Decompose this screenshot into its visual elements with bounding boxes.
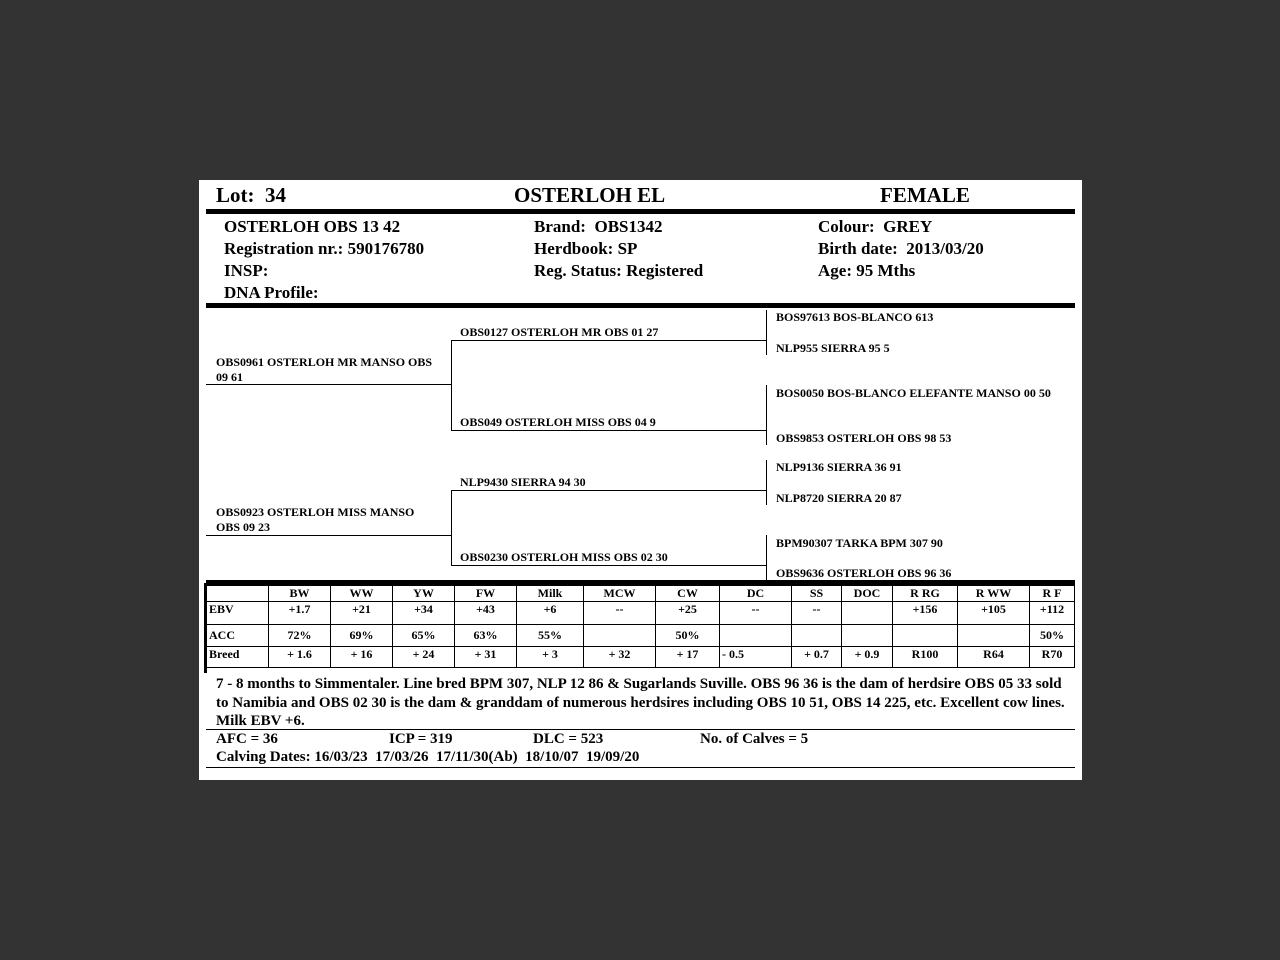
breed-cell: R70 xyxy=(1030,647,1075,668)
acc-cell: 55% xyxy=(517,625,584,647)
ebv-cell: +105 xyxy=(958,602,1030,625)
sire-dam-line xyxy=(451,430,766,431)
insp-label: INSP: xyxy=(224,261,269,280)
acc-cell: 63% xyxy=(455,625,517,647)
breed-row-label: Breed xyxy=(205,647,269,668)
ebv-cell: -- xyxy=(720,602,792,625)
bottom-divider xyxy=(206,767,1075,768)
breed-cell: R100 xyxy=(893,647,958,668)
birth-date-label: Birth date: xyxy=(818,239,898,258)
ebv-col-r-f: R F xyxy=(1030,586,1075,602)
sire-sire-bracket xyxy=(766,310,767,355)
acc-cell xyxy=(958,625,1030,647)
ebv-col-doc: DOC xyxy=(842,586,893,602)
pedigree-gg-7: BPM90307 TARKA BPM 307 90 xyxy=(776,536,943,550)
footer-divider xyxy=(206,729,1075,730)
breed-cell: + 16 xyxy=(331,647,393,668)
breed-cell: + 3 xyxy=(517,647,584,668)
ebv-cell: +156 xyxy=(893,602,958,625)
ebv-header-row xyxy=(205,586,1075,602)
herdbook-line xyxy=(534,239,637,259)
ebv-col-mcw: MCW xyxy=(584,586,656,602)
breed-cell: + 0.9 xyxy=(842,647,893,668)
dam-dam-bracket xyxy=(766,535,767,580)
acc-cell: 50% xyxy=(656,625,720,647)
sex-label: FEMALE xyxy=(880,183,970,207)
ebv-col-r-ww: R WW xyxy=(958,586,1030,602)
birth-date-value: 2013/03/20 xyxy=(906,239,984,258)
ebv-col-yw: YW xyxy=(393,586,455,602)
pedigree-gg-6: NLP8720 SIERRA 20 87 xyxy=(776,491,902,505)
table-left-border xyxy=(204,583,207,673)
lot-label xyxy=(216,183,286,208)
colour-label: Colour: xyxy=(818,217,875,236)
calves-count: No. of Calves = 5 xyxy=(700,731,809,747)
brand-value: OBS1342 xyxy=(594,217,663,236)
ebv-row xyxy=(205,602,1075,625)
ebv-table xyxy=(204,585,1075,668)
lot-card xyxy=(199,180,1082,780)
pedigree-dam-dam: OBS0230 OSTERLOH MISS OBS 02 30 xyxy=(460,550,668,564)
info-divider xyxy=(206,303,1075,308)
breed-cell: + 24 xyxy=(393,647,455,668)
sire-bracket xyxy=(451,340,452,430)
birth-date-line xyxy=(818,239,984,259)
lot-label-text: Lot: xyxy=(216,183,255,207)
ebv-col-dc: DC xyxy=(720,586,792,602)
comments-text: 7 - 8 months to Simmentaler. Line bred BPM 307, NLP 12 86 & Sugarlands Suville. OBS 96 36 is the dam of herdsire OBS 05 33 sold to Namibia and OBS 02 30 is the dam & granddam of numerous herdsires including OBS 10 51, OBS 14 225, etc. Excellent cow lines. Milk EBV +6. xyxy=(216,676,1065,729)
breed-cell: - 0.5 xyxy=(720,647,792,668)
registration-number: 590176780 xyxy=(347,239,425,258)
calving-dates: Calving Dates: 16/03/23 17/03/26 17/11/30(Ab) 18/10/07 19/09/20 xyxy=(216,749,640,765)
reg-status-label: Reg. Status: xyxy=(534,261,622,280)
animal-name: OSTERLOH OBS 13 42 xyxy=(224,217,401,236)
acc-cell: 50% xyxy=(1030,625,1075,647)
brand-label: Brand: xyxy=(534,217,586,236)
ebv-col-r-rg: R RG xyxy=(893,586,958,602)
pedigree-gg-2: NLP955 SIERRA 95 5 xyxy=(776,341,890,355)
ebv-cell: +43 xyxy=(455,602,517,625)
dam-line xyxy=(206,535,451,536)
ebv-col-milk: Milk xyxy=(517,586,584,602)
reg-status-value: Registered xyxy=(626,261,704,280)
acc-cell xyxy=(720,625,792,647)
dlc-value: DLC = 523 xyxy=(533,731,604,747)
dam-sire-bracket xyxy=(766,460,767,505)
age-line xyxy=(818,261,915,281)
age-label: Age: xyxy=(818,261,852,280)
reg-status-line xyxy=(534,261,703,281)
header-divider xyxy=(206,209,1075,214)
ebv-cell: +34 xyxy=(393,602,455,625)
ebv-col-ss: SS xyxy=(792,586,842,602)
ebv-corner-cell xyxy=(205,586,269,602)
ebv-cell: +112 xyxy=(1030,602,1075,625)
pedigree-sire-sire: OBS0127 OSTERLOH MR OBS 01 27 xyxy=(460,325,659,339)
breed-cell: + 17 xyxy=(656,647,720,668)
breed-cell: + 0.7 xyxy=(792,647,842,668)
icp-value: ICP = 319 xyxy=(389,731,453,747)
brand-line xyxy=(534,217,663,237)
breeder-name: OSTERLOH EL xyxy=(514,183,666,207)
dam-sire-line xyxy=(451,490,766,491)
breed-row xyxy=(205,647,1075,668)
colour-value: GREY xyxy=(883,217,933,236)
sire-sire-line xyxy=(451,340,766,341)
dna-label: DNA Profile: xyxy=(224,283,319,302)
ebv-col-bw: BW xyxy=(269,586,331,602)
pedigree-gg-4: OBS9853 OSTERLOH OBS 98 53 xyxy=(776,431,952,445)
ebv-cell: +1.7 xyxy=(269,602,331,625)
breed-cell: R64 xyxy=(958,647,1030,668)
acc-cell: 65% xyxy=(393,625,455,647)
acc-cell xyxy=(584,625,656,647)
age-value: 95 Mths xyxy=(856,261,916,280)
breed-cell: + 31 xyxy=(455,647,517,668)
ebv-cell: +21 xyxy=(331,602,393,625)
afc-value: AFC = 36 xyxy=(216,731,278,747)
pedigree-sire-dam: OBS049 OSTERLOH MISS OBS 04 9 xyxy=(460,415,656,429)
dam-dam-line xyxy=(451,565,766,566)
pedigree-dam-sire: NLP9430 SIERRA 94 30 xyxy=(460,475,586,489)
acc-cell: 72% xyxy=(269,625,331,647)
ebv-cell xyxy=(842,602,893,625)
pedigree-gg-1: BOS97613 BOS-BLANCO 613 xyxy=(776,310,934,324)
registration-line xyxy=(224,239,424,259)
sire-line xyxy=(206,384,451,385)
ebv-cell: -- xyxy=(792,602,842,625)
breed-cell: + 32 xyxy=(584,647,656,668)
lot-number: 34 xyxy=(265,183,286,207)
acc-cell xyxy=(893,625,958,647)
ebv-col-cw: CW xyxy=(656,586,720,602)
ebv-cell: -- xyxy=(584,602,656,625)
pedigree-sire: OBS0961 OSTERLOH MR MANSO OBS 09 61 xyxy=(216,355,433,384)
pedigree-gg-3: BOS0050 BOS-BLANCO ELEFANTE MANSO 00 50 xyxy=(776,386,1051,400)
pedigree-gg-8: OBS9636 OSTERLOH OBS 96 36 xyxy=(776,566,952,580)
acc-cell xyxy=(792,625,842,647)
ebv-cell: +25 xyxy=(656,602,720,625)
ebv-cell: +6 xyxy=(517,602,584,625)
ebv-row-label: EBV xyxy=(205,602,269,625)
acc-row-label: ACC xyxy=(205,625,269,647)
ebv-col-ww: WW xyxy=(331,586,393,602)
colour-line xyxy=(818,217,932,237)
herdbook-value: SP xyxy=(617,239,638,258)
acc-cell: 69% xyxy=(331,625,393,647)
acc-cell xyxy=(842,625,893,647)
dam-bracket xyxy=(451,490,452,565)
ebv-col-fw: FW xyxy=(455,586,517,602)
pedigree-gg-5: NLP9136 SIERRA 36 91 xyxy=(776,460,902,474)
breed-cell: + 1.6 xyxy=(269,647,331,668)
acc-row xyxy=(205,625,1075,647)
sire-dam-bracket xyxy=(766,385,767,445)
registration-label: Registration nr.: xyxy=(224,239,344,258)
pedigree-dam: OBS0923 OSTERLOH MISS MANSO OBS 09 23 xyxy=(216,505,415,534)
herdbook-label: Herdbook: xyxy=(534,239,614,258)
